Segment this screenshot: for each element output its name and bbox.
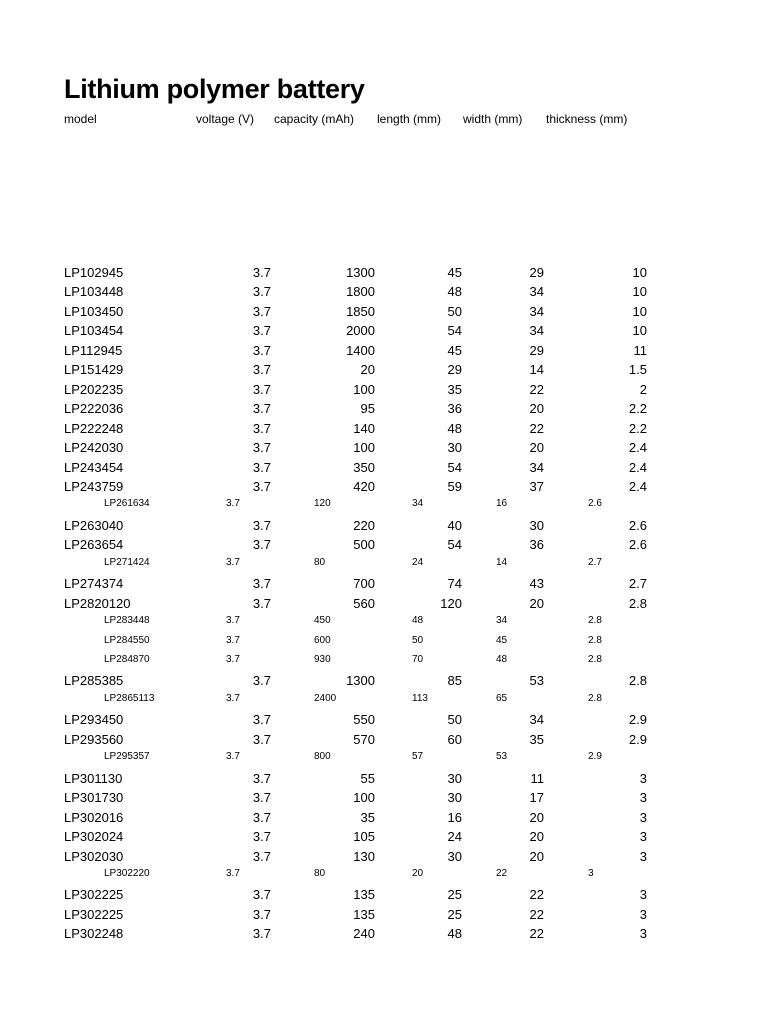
width-cell: 22	[529, 926, 544, 942]
width-cell: 14	[529, 362, 544, 378]
model-cell: LP285385	[64, 673, 124, 689]
voltage-cell: 3.7	[252, 517, 271, 533]
width-cell: 11	[530, 770, 544, 786]
model-cell: LP302225	[64, 887, 124, 903]
model-cell: LP103454	[64, 323, 124, 339]
voltage-cell: 3.7	[252, 381, 271, 397]
length-cell: 50	[447, 712, 462, 728]
thickness-cell: 3	[639, 926, 647, 942]
voltage-cell: 3.7	[252, 478, 271, 494]
table-row	[0, 596, 768, 615]
width-cell: 16	[496, 498, 508, 510]
capacity-cell: 240	[353, 926, 375, 942]
table-row	[0, 829, 768, 848]
capacity-cell: 420	[353, 478, 375, 494]
table-row	[0, 382, 768, 401]
length-cell: 54	[447, 459, 462, 475]
capacity-cell: 500	[353, 537, 375, 553]
thickness-cell: 2.4	[628, 478, 647, 494]
capacity-cell: 570	[353, 731, 375, 747]
voltage-cell: 3.7	[252, 576, 271, 592]
column-header-length: length (mm)	[377, 112, 442, 126]
width-cell: 14	[496, 556, 508, 568]
thickness-cell: 2.9	[628, 712, 647, 728]
length-cell: 70	[412, 654, 424, 665]
model-cell: LP301130	[64, 770, 123, 786]
length-cell: 24	[412, 556, 424, 568]
width-cell: 34	[496, 615, 508, 627]
capacity-cell: 930	[314, 654, 331, 665]
thickness-cell: 2.8	[588, 654, 602, 665]
length-cell: 60	[447, 731, 462, 747]
voltage-cell: 3.7	[252, 323, 271, 339]
model-cell: LP302225	[64, 906, 124, 922]
capacity-cell: 100	[353, 440, 375, 456]
table-row	[0, 712, 768, 731]
length-cell: 54	[447, 323, 462, 339]
width-cell: 30	[529, 517, 544, 533]
length-cell: 20	[412, 867, 424, 879]
length-cell: 30	[447, 770, 462, 786]
width-cell: 45	[496, 634, 508, 646]
voltage-cell: 3.7	[252, 459, 271, 475]
capacity-cell: 80	[314, 867, 326, 879]
width-cell: 48	[496, 654, 508, 665]
voltage-cell: 3.7	[252, 537, 271, 553]
voltage-cell: 3.7	[252, 712, 271, 728]
voltage-cell: 3.7	[252, 284, 271, 300]
thickness-cell: 2.6	[628, 517, 647, 533]
capacity-cell: 2000	[346, 323, 375, 339]
thickness-cell: 10	[632, 265, 647, 280]
width-cell: 20	[529, 401, 544, 417]
width-cell: 34	[529, 323, 544, 339]
table-header	[0, 112, 768, 128]
table-row	[0, 576, 768, 595]
capacity-cell: 800	[314, 751, 331, 763]
width-cell: 37	[529, 478, 544, 494]
capacity-cell: 135	[353, 887, 375, 903]
model-cell: LP274374	[64, 576, 124, 592]
width-cell: 22	[529, 906, 544, 922]
capacity-cell: 1400	[346, 342, 375, 358]
width-cell: 22	[529, 420, 544, 436]
capacity-cell: 35	[360, 809, 375, 825]
width-cell: 20	[529, 848, 544, 864]
voltage-cell: 3.7	[252, 362, 271, 378]
voltage-cell: 3.7	[226, 615, 240, 627]
capacity-cell: 600	[314, 634, 331, 646]
thickness-cell: 3	[639, 906, 647, 922]
capacity-cell: 1850	[346, 303, 375, 319]
width-cell: 34	[529, 459, 544, 475]
table-row	[0, 265, 768, 284]
voltage-cell: 3.7	[226, 654, 240, 665]
thickness-cell: 11	[633, 342, 647, 358]
table-row	[0, 537, 768, 556]
table-row	[0, 362, 768, 381]
table-row	[0, 518, 768, 537]
thickness-cell: 2.2	[628, 401, 647, 417]
model-cell: LP2865113	[104, 692, 155, 704]
model-cell: LP222036	[64, 401, 124, 417]
thickness-cell: 2.6	[628, 537, 647, 553]
length-cell: 30	[447, 440, 462, 456]
column-header-width: width (mm)	[463, 112, 523, 126]
thickness-cell: 2	[639, 381, 647, 397]
thickness-cell: 10	[632, 323, 647, 339]
voltage-cell: 3.7	[252, 926, 271, 942]
model-cell: LP202235	[64, 381, 124, 397]
thickness-cell: 3	[588, 867, 594, 879]
thickness-cell: 2.4	[628, 459, 647, 475]
length-cell: 48	[447, 420, 462, 436]
voltage-cell: 3.7	[252, 595, 271, 611]
model-cell: LP271424	[104, 556, 150, 568]
voltage-cell: 3.7	[226, 867, 240, 879]
table-row	[0, 304, 768, 323]
thickness-cell: 3	[639, 829, 647, 845]
capacity-cell: 1300	[346, 673, 375, 689]
length-cell: 25	[447, 887, 462, 903]
table-row	[0, 498, 768, 517]
width-cell: 53	[529, 673, 544, 689]
length-cell: 45	[447, 265, 462, 280]
capacity-cell: 140	[353, 420, 375, 436]
table-row	[0, 732, 768, 751]
width-cell: 22	[529, 887, 544, 903]
thickness-cell: 2.8	[588, 615, 602, 627]
length-cell: 48	[412, 615, 424, 627]
length-cell: 24	[447, 829, 462, 845]
capacity-cell: 700	[353, 576, 375, 592]
width-cell: 20	[529, 809, 544, 825]
width-cell: 34	[529, 303, 544, 319]
thickness-cell: 10	[632, 284, 647, 300]
table-row	[0, 421, 768, 440]
capacity-cell: 20	[360, 362, 375, 378]
model-cell: LP112945	[64, 342, 123, 358]
page-title: Lithium polymer battery	[64, 74, 365, 104]
thickness-cell: 3	[639, 848, 647, 864]
width-cell: 65	[496, 692, 508, 704]
table-row	[0, 810, 768, 829]
capacity-cell: 55	[360, 770, 375, 786]
voltage-cell: 3.7	[252, 790, 271, 806]
thickness-cell: 2.8	[628, 595, 647, 611]
thickness-cell: 3	[639, 887, 647, 903]
model-cell: LP295357	[104, 751, 150, 763]
voltage-cell: 3.7	[252, 906, 271, 922]
model-cell: LP222248	[64, 420, 124, 436]
length-cell: 59	[447, 478, 462, 494]
thickness-cell: 2.7	[628, 576, 647, 592]
voltage-cell: 3.7	[252, 265, 271, 280]
table-row	[0, 654, 768, 673]
width-cell: 34	[529, 712, 544, 728]
thickness-cell: 3	[639, 790, 647, 806]
model-cell: LP284550	[104, 634, 150, 646]
capacity-cell: 135	[353, 906, 375, 922]
length-cell: 50	[412, 634, 424, 646]
length-cell: 16	[447, 809, 462, 825]
length-cell: 30	[447, 848, 462, 864]
capacity-cell: 80	[314, 556, 326, 568]
length-cell: 48	[447, 926, 462, 942]
width-cell: 35	[529, 731, 544, 747]
table-row	[0, 771, 768, 790]
column-header-voltage: voltage (V)	[196, 112, 255, 126]
capacity-cell: 2400	[314, 692, 337, 704]
width-cell: 43	[529, 576, 544, 592]
table-row	[0, 849, 768, 868]
length-cell: 30	[447, 790, 462, 806]
model-cell: LP263654	[64, 537, 124, 553]
table-row	[0, 790, 768, 809]
width-cell: 22	[496, 867, 508, 879]
width-cell: 20	[529, 829, 544, 845]
length-cell: 35	[447, 381, 462, 397]
table-row	[0, 868, 768, 887]
voltage-cell: 3.7	[252, 829, 271, 845]
model-cell: LP302220	[104, 867, 150, 879]
capacity-cell: 560	[353, 595, 375, 611]
model-cell: LP301730	[64, 790, 124, 806]
capacity-cell: 120	[314, 498, 331, 510]
capacity-cell: 220	[353, 517, 375, 533]
model-cell: LP302024	[64, 829, 124, 845]
voltage-cell: 3.7	[252, 420, 271, 436]
width-cell: 17	[529, 790, 544, 806]
length-cell: 40	[447, 517, 462, 533]
table-row	[0, 926, 768, 945]
length-cell: 54	[447, 537, 462, 553]
length-cell: 48	[447, 284, 462, 300]
width-cell: 53	[496, 751, 508, 763]
capacity-cell: 100	[353, 381, 375, 397]
model-cell: LP103448	[64, 284, 124, 300]
model-cell: LP293560	[64, 731, 124, 747]
model-cell: LP102945	[64, 265, 124, 280]
capacity-cell: 95	[360, 401, 375, 417]
thickness-cell: 2.4	[628, 440, 647, 456]
thickness-cell: 2.9	[628, 731, 647, 747]
table-row	[0, 401, 768, 420]
table-row	[0, 460, 768, 479]
capacity-cell: 350	[353, 459, 375, 475]
table-row	[0, 615, 768, 634]
table-row	[0, 440, 768, 459]
voltage-cell: 3.7	[252, 809, 271, 825]
thickness-cell: 10	[632, 303, 647, 319]
voltage-cell: 3.7	[252, 303, 271, 319]
voltage-cell: 3.7	[252, 342, 271, 358]
voltage-cell: 3.7	[252, 770, 271, 786]
length-cell: 34	[412, 498, 424, 510]
thickness-cell: 1.5	[628, 362, 647, 378]
model-cell: LP2820120	[64, 595, 131, 611]
voltage-cell: 3.7	[226, 634, 240, 646]
capacity-cell: 1300	[346, 265, 375, 280]
length-cell: 74	[447, 576, 462, 592]
table-row	[0, 907, 768, 926]
capacity-cell: 105	[353, 829, 375, 845]
voltage-cell: 3.7	[252, 731, 271, 747]
table-row	[0, 751, 768, 770]
thickness-cell: 2.2	[628, 420, 647, 436]
table-row	[0, 479, 768, 498]
model-cell: LP302248	[64, 926, 124, 942]
model-cell: LP284870	[104, 654, 150, 665]
model-cell: LP242030	[64, 440, 124, 456]
model-cell: LP151429	[64, 362, 124, 378]
model-cell: LP103450	[64, 303, 124, 319]
voltage-cell: 3.7	[252, 440, 271, 456]
capacity-cell: 100	[353, 790, 375, 806]
width-cell: 22	[529, 381, 544, 397]
thickness-cell: 2.9	[588, 751, 602, 763]
voltage-cell: 3.7	[252, 848, 271, 864]
model-cell: LP263040	[64, 517, 124, 533]
column-header-model: model	[64, 112, 97, 126]
thickness-cell: 2.6	[588, 498, 602, 510]
table-row	[0, 887, 768, 906]
table-row	[0, 693, 768, 712]
thickness-cell: 2.8	[628, 673, 647, 689]
capacity-cell: 550	[353, 712, 375, 728]
model-cell: LP243759	[64, 478, 124, 494]
model-cell: LP302016	[64, 809, 124, 825]
capacity-cell: 130	[353, 848, 375, 864]
capacity-cell: 1800	[346, 284, 375, 300]
model-cell: LP261634	[104, 498, 150, 510]
capacity-cell: 450	[314, 615, 331, 627]
length-cell: 120	[440, 595, 462, 611]
model-cell: LP283448	[104, 615, 150, 627]
length-cell: 113	[412, 692, 428, 704]
thickness-cell: 2.8	[588, 634, 602, 646]
voltage-cell: 3.7	[226, 498, 240, 510]
voltage-cell: 3.7	[252, 887, 271, 903]
thickness-cell: 3	[639, 809, 647, 825]
length-cell: 45	[447, 342, 462, 358]
length-cell: 85	[447, 673, 462, 689]
length-cell: 57	[412, 751, 424, 763]
thickness-cell: 2.8	[588, 692, 602, 704]
width-cell: 29	[529, 265, 544, 280]
table-row	[0, 323, 768, 342]
voltage-cell: 3.7	[226, 692, 240, 704]
width-cell: 20	[529, 440, 544, 456]
column-header-capacity: capacity (mAh)	[274, 112, 355, 126]
width-cell: 34	[529, 284, 544, 300]
model-cell: LP293450	[64, 712, 124, 728]
length-cell: 36	[447, 401, 462, 417]
model-cell: LP302030	[64, 848, 124, 864]
table-row	[0, 673, 768, 692]
table-row	[0, 635, 768, 654]
width-cell: 29	[529, 342, 544, 358]
width-cell: 20	[529, 595, 544, 611]
width-cell: 36	[529, 537, 544, 553]
table-row	[0, 343, 768, 362]
model-cell: LP243454	[64, 459, 124, 475]
voltage-cell: 3.7	[226, 556, 240, 568]
thickness-cell: 2.7	[588, 556, 602, 568]
voltage-cell: 3.7	[226, 751, 240, 763]
length-cell: 50	[447, 303, 462, 319]
length-cell: 25	[447, 906, 462, 922]
voltage-cell: 3.7	[252, 673, 271, 689]
voltage-cell: 3.7	[252, 401, 271, 417]
column-header-thickness: thickness (mm)	[546, 112, 628, 126]
table-row	[0, 557, 768, 576]
table-row	[0, 284, 768, 303]
length-cell: 29	[447, 362, 462, 378]
thickness-cell: 3	[639, 770, 647, 786]
